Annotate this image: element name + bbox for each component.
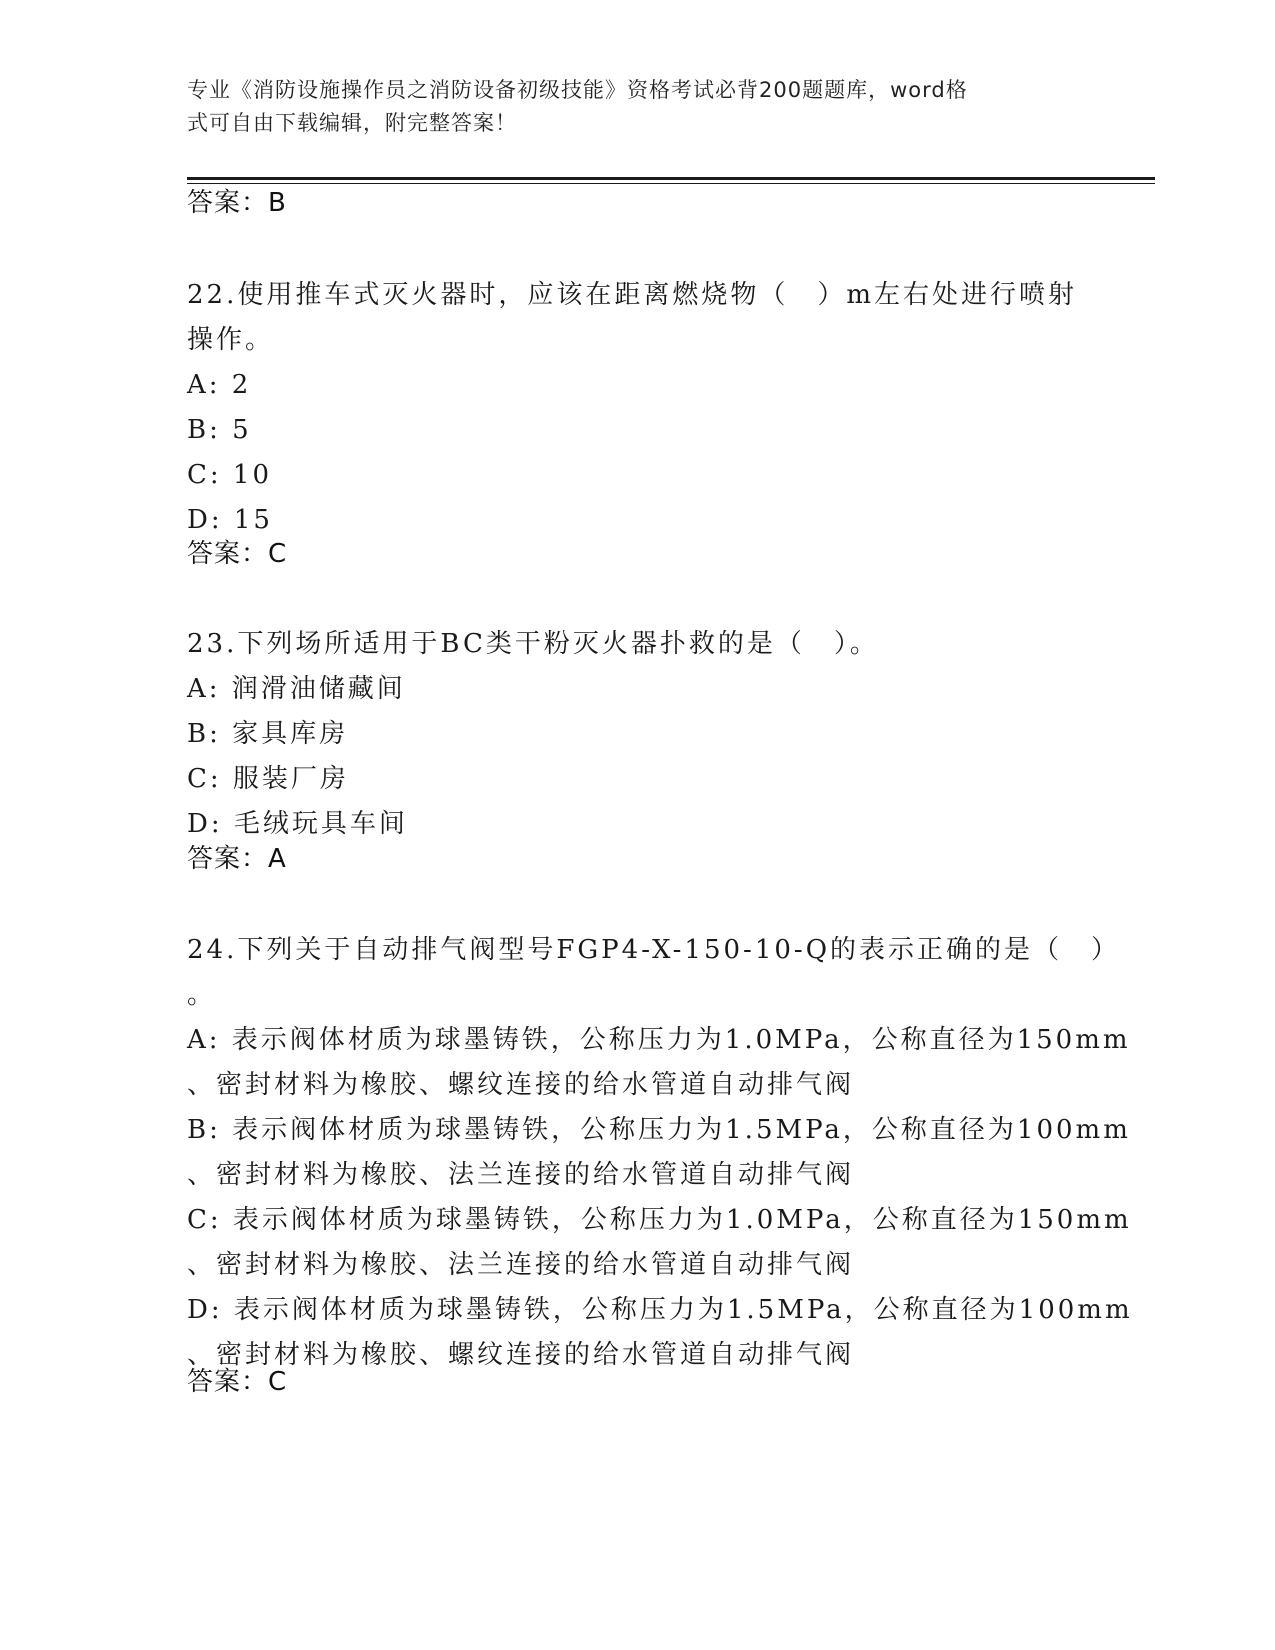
question-24-option-d-line-2: 、密封材料为橡胶、螺纹连接的给水管道自动排气阀: [187, 1340, 855, 1370]
answer-23: 答案：A: [187, 844, 287, 874]
question-23: [187, 622, 1087, 847]
answer-previous: 答案：B: [187, 188, 287, 218]
question-24-stem-line-1: 24.下列关于自动排气阀型号FGP4-X-150-10-Q的表示正确的是（ ）: [187, 935, 1121, 965]
page-header: [187, 74, 1067, 140]
question-24-option-c-line-1: C: 表示阀体材质为球墨铸铁，公称压力为1.0MPa，公称直径为150mm: [187, 1205, 1132, 1235]
question-22-option-a: A: 2: [187, 370, 252, 400]
question-22: [187, 273, 1087, 543]
question-23-option-a: A: 润滑油储藏间: [187, 674, 406, 704]
question-24: [187, 928, 1133, 1378]
question-22-stem-line-2: 操作。: [187, 325, 275, 355]
question-24-option-d-line-1: D: 表示阀体材质为球墨铸铁，公称压力为1.5MPa，公称直径为100mm: [187, 1295, 1133, 1325]
header-divider-thick: [187, 177, 1155, 180]
question-24-option-c-line-2: 、密封材料为橡胶、法兰连接的给水管道自动排气阀: [187, 1250, 855, 1280]
answer-22: 答案：C: [187, 539, 288, 569]
question-22-option-d: D: 15: [187, 505, 273, 535]
question-24-option-a-line-2: 、密封材料为橡胶、螺纹连接的给水管道自动排气阀: [187, 1070, 855, 1100]
question-24-option-b-line-2: 、密封材料为橡胶、法兰连接的给水管道自动排气阀: [187, 1160, 855, 1190]
question-24-stem-line-2: 。: [187, 980, 217, 1010]
question-23-option-c: C: 服装厂房: [187, 764, 349, 794]
question-24-option-a-line-1: A: 表示阀体材质为球墨铸铁，公称压力为1.0MPa，公称直径为150mm: [187, 1025, 1131, 1055]
answer-24: 答案：C: [187, 1367, 288, 1397]
question-23-stem-line-1: 23.下列场所适用于BC类干粉灭火器扑救的是（ ）。: [187, 629, 879, 659]
question-22-option-c: C: 10: [187, 460, 273, 490]
question-23-option-d: D: 毛绒玩具车间: [187, 809, 408, 839]
header-line-1: 专业《消防设施操作员之消防设备初级技能》资格考试必背200题题库，word格: [187, 78, 968, 102]
question-24-option-b-line-1: B: 表示阀体材质为球墨铸铁，公称压力为1.5MPa，公称直径为100mm: [187, 1115, 1131, 1145]
header-line-2: 式可自由下载编辑，附完整答案！: [187, 111, 517, 135]
question-22-stem-line-1: 22.使用推车式灭火器时，应该在距离燃烧物（ ）m左右处进行喷射: [187, 280, 1078, 310]
question-23-option-b: B: 家具库房: [187, 719, 349, 749]
header-divider-thin: [187, 183, 1155, 184]
question-22-option-b: B: 5: [187, 415, 252, 445]
